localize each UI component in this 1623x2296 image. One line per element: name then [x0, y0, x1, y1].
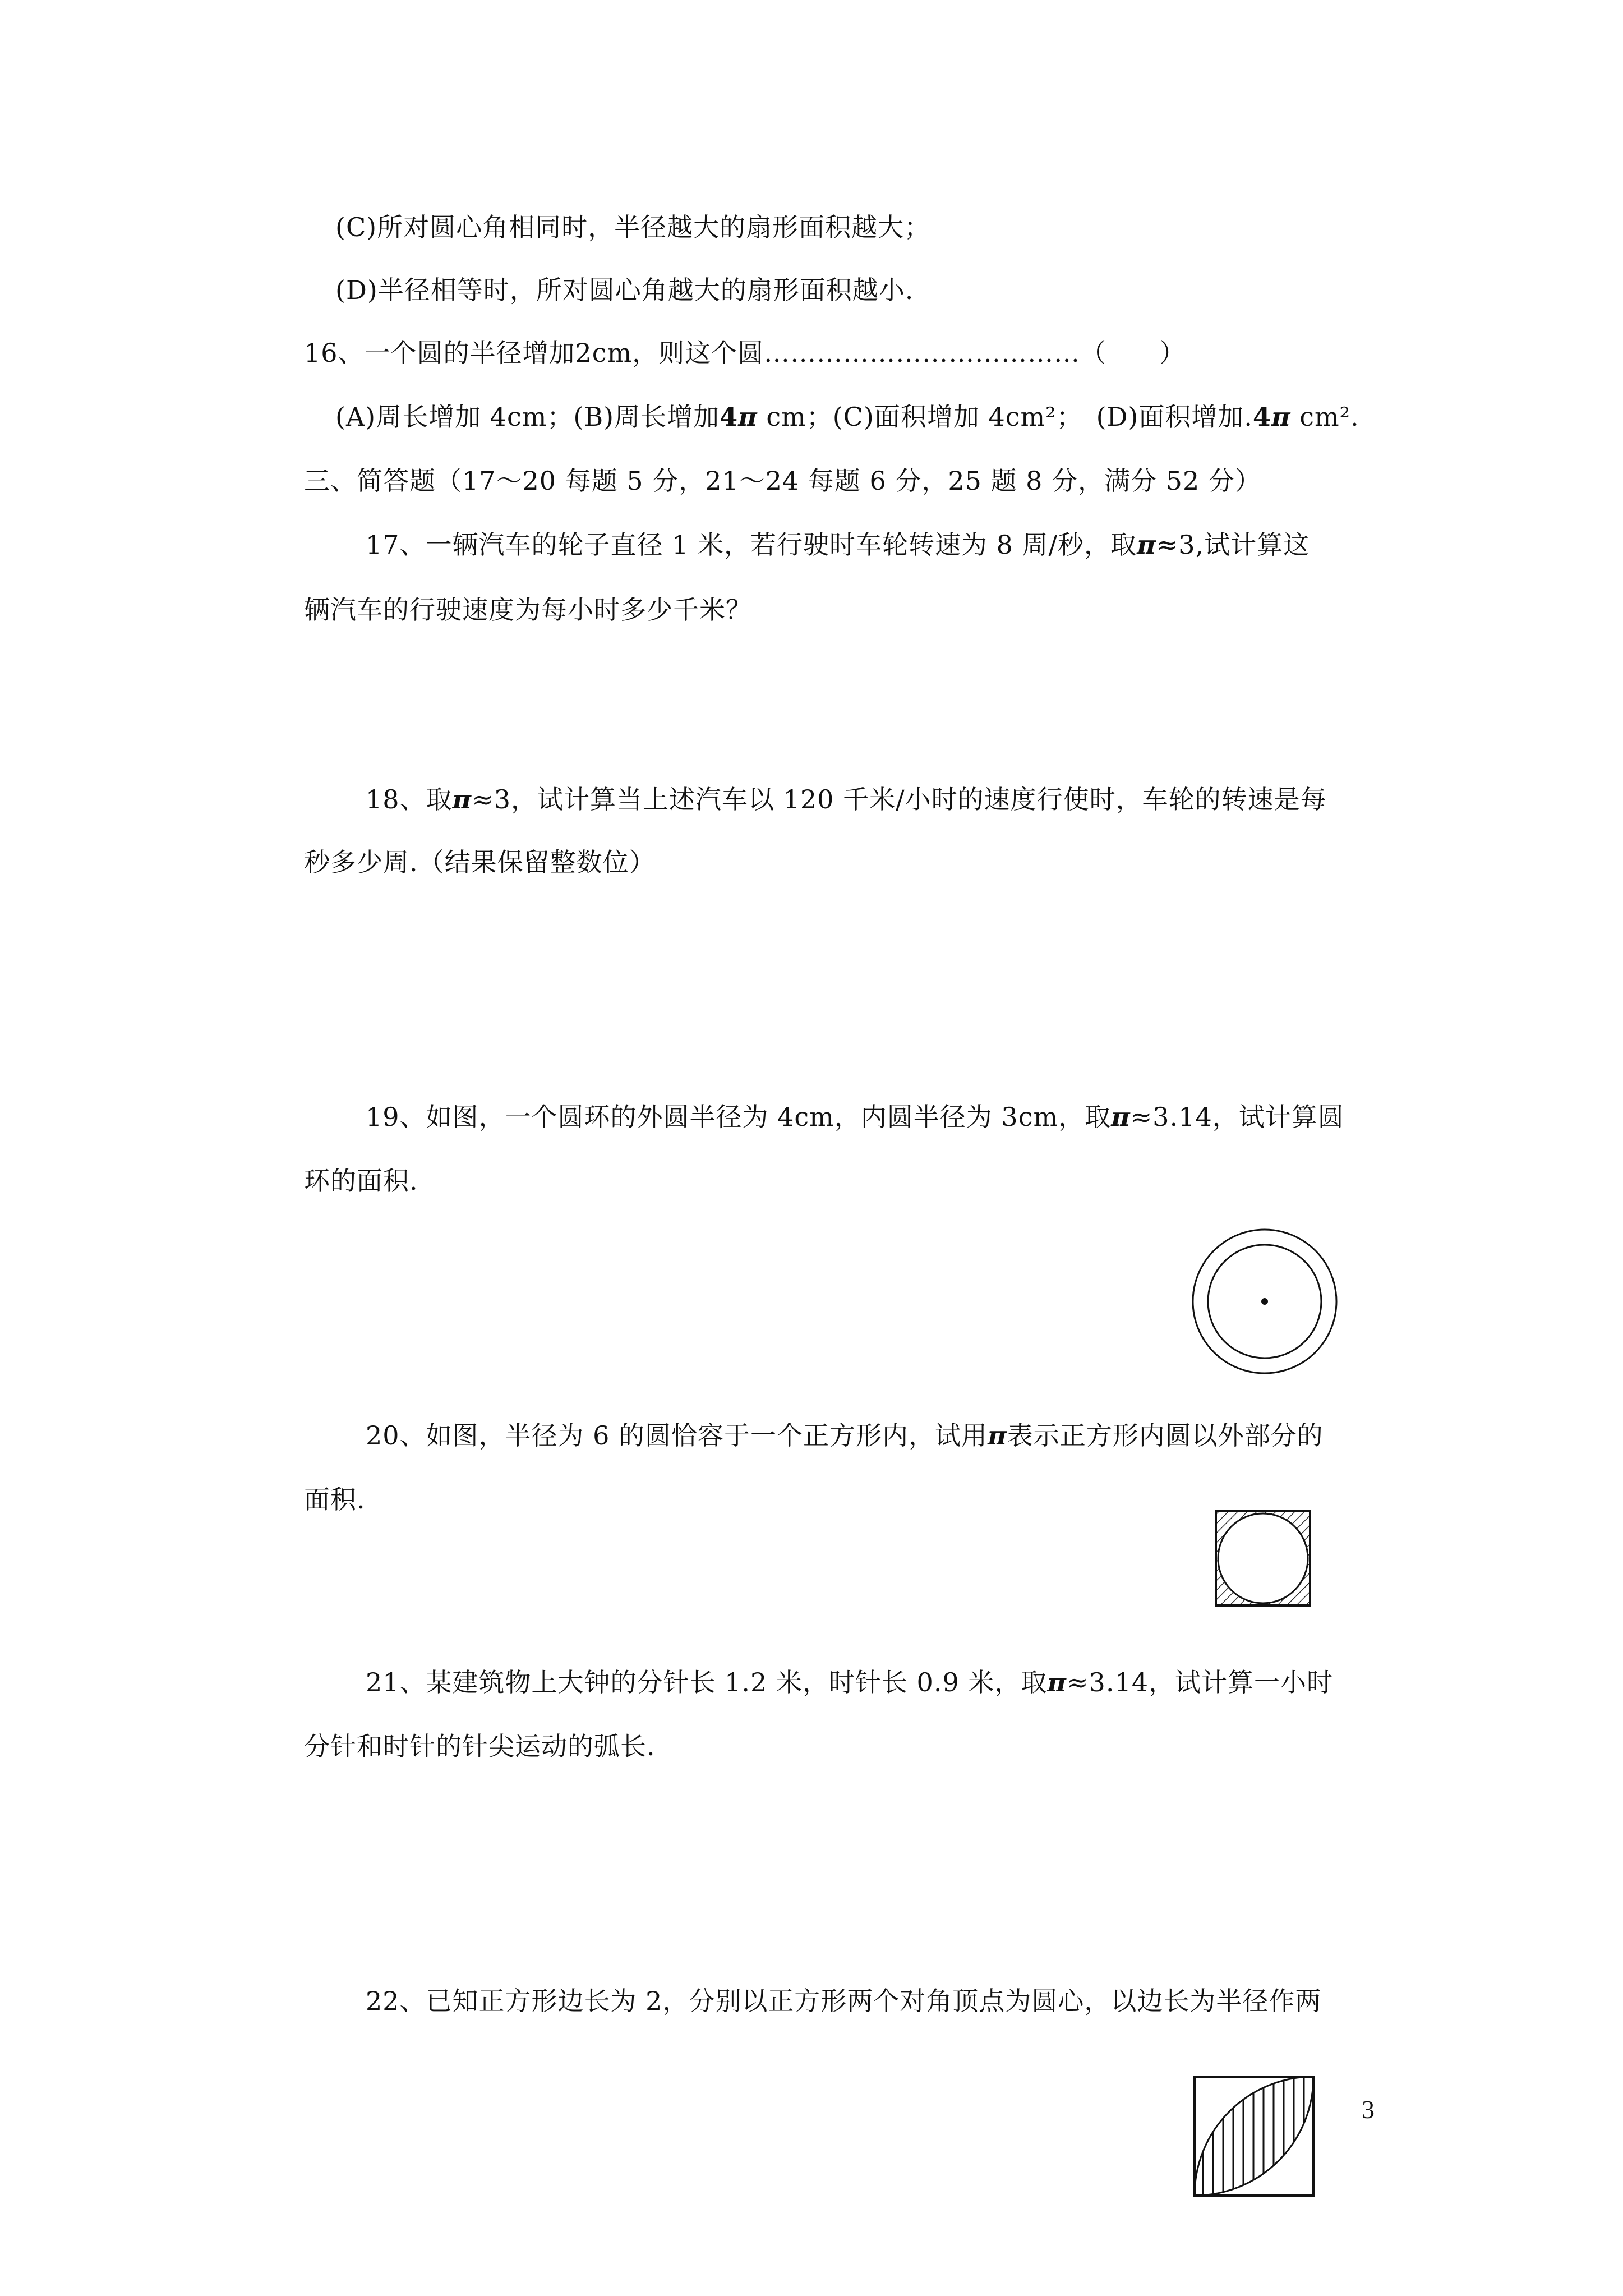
- four-bold: 4: [720, 402, 739, 432]
- question-20-line1: [366, 1420, 1324, 1451]
- square-circle-figure: [1212, 1508, 1313, 1609]
- question-22-line1: 22、已知正方形边长为 2，分别以正方形两个对角顶点为圆心，以边长为半径作两: [366, 1986, 1322, 2016]
- q17-text-c: ≈3,试计算这: [1156, 530, 1310, 560]
- two-arc-square-figure: [1188, 2070, 1320, 2202]
- section-3-title: 三、简答题（17～20 每题 5 分，21～24 每题 6 分，25 题 8 分，满分 52 分）: [304, 466, 1261, 496]
- question-18-line2: 秒多少周.（结果保留整数位）: [304, 847, 656, 877]
- question-19-line1: [366, 1102, 1344, 1133]
- question-16-options: [335, 402, 1359, 432]
- opt-end: cm².: [1290, 402, 1359, 432]
- q20-text-c: 表示正方形内圆以外部分的: [1007, 1420, 1324, 1451]
- q19-text-a: 19、如图，一个圆环的外圆半径为 4cm，内圆半径为 3cm，取: [366, 1102, 1112, 1132]
- question-17-line2: 辆汽车的行驶速度为每小时多少千米？: [304, 595, 752, 625]
- line-option-d: (D)半径相等时，所对圆心角越大的扇形面积越小.: [335, 275, 914, 305]
- pi-symbol-19: π: [1111, 1102, 1131, 1132]
- question-20-line2: 面积.: [304, 1484, 366, 1515]
- lens-hatch: [1195, 2077, 1313, 2196]
- question-21-line2: 分针和时针的针尖运动的弧长.: [304, 1731, 656, 1761]
- pi-symbol-18: π: [452, 784, 472, 815]
- pi-symbol-2: π: [1271, 402, 1291, 432]
- page-number: 3: [1362, 2095, 1375, 2124]
- question-16: 16、一个圆的半径增加2cm，则这个圆………………………………（ ）: [304, 338, 1186, 368]
- q21-text-a: 21、某建筑物上大钟的分针长 1.2 米，时针长 0.9 米，取: [366, 1667, 1048, 1697]
- q18-text-c: ≈3，试计算当上述汽车以 120 千米/小时的速度行使时，车轮的转速是每: [472, 784, 1327, 815]
- annulus-figure: [1189, 1226, 1340, 1377]
- pi-symbol-20: π: [988, 1420, 1007, 1451]
- pi-symbol-21: π: [1047, 1667, 1067, 1697]
- pi-symbol: π: [738, 402, 758, 432]
- pi-symbol-17: π: [1137, 530, 1156, 560]
- q21-text-c: ≈3.14，试计算一小时: [1067, 1667, 1333, 1697]
- opt-cd-text: cm；(C)面积增加 4cm²； (D)面积增加.: [757, 402, 1253, 432]
- question-21-line1: [366, 1667, 1333, 1698]
- opt-ab-text: (A)周长增加 4cm；(B)周长增加: [335, 402, 720, 432]
- question-17-line1: [366, 530, 1310, 560]
- question-18-line1: [366, 784, 1327, 815]
- center-dot: [1261, 1298, 1268, 1305]
- q18-text-a: 18、取: [366, 784, 453, 815]
- q20-text-a: 20、如图，半径为 6 的圆恰容于一个正方形内，试用: [366, 1420, 988, 1451]
- question-19-line2: 环的面积.: [304, 1166, 418, 1196]
- four-bold-2: 4: [1252, 402, 1271, 432]
- inscribed-circle: [1218, 1513, 1308, 1603]
- q19-text-c: ≈3.14，试计算圆: [1130, 1102, 1344, 1132]
- q17-text-a: 17、一辆汽车的轮子直径 1 米，若行驶时车轮转速为 8 周/秒，取: [366, 530, 1137, 560]
- line-option-c: (C)所对圆心角相同时，半径越大的扇形面积越大；: [335, 212, 931, 242]
